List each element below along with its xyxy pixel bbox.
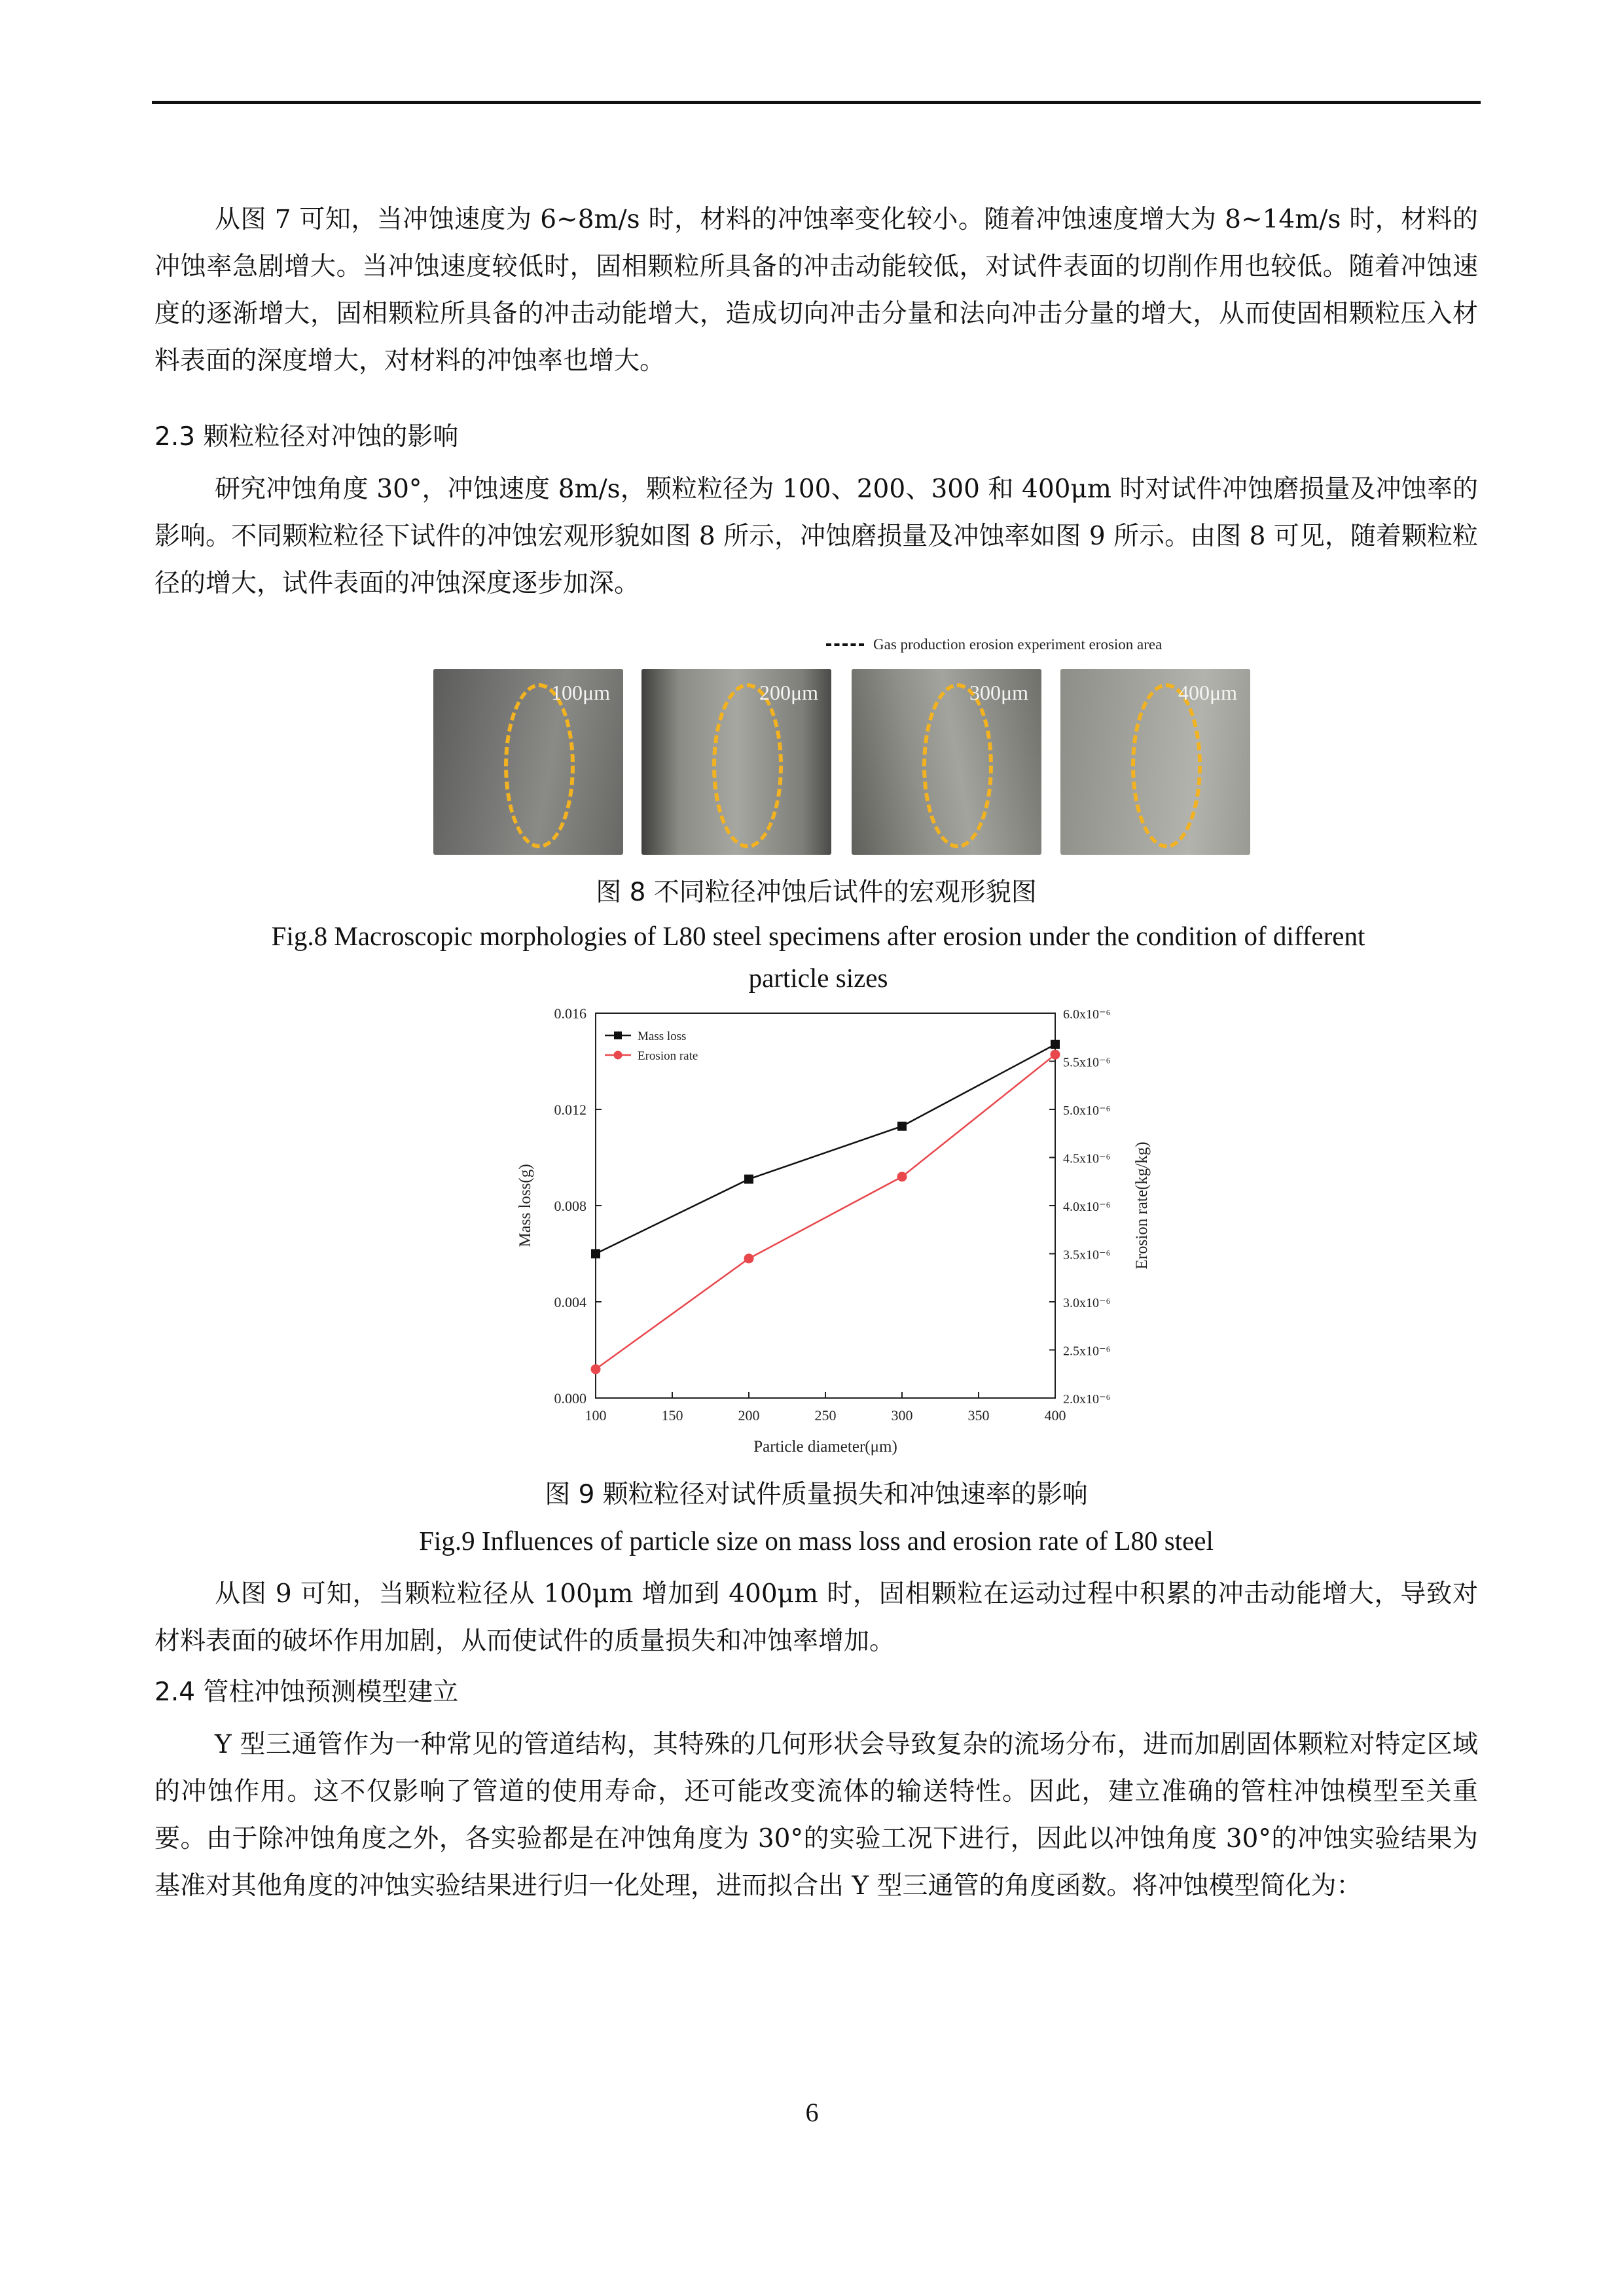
particle-size-label: 400μm xyxy=(1178,681,1237,704)
y-left-axis-label: Mass loss(g) xyxy=(516,1164,534,1247)
paragraph-velocity-effect: 从图 7 可知，当冲蚀速度为 6~8m/s 时，材料的冲蚀率变化较小。随着冲蚀速度增大为 8~14m/s 时，材料的冲蚀率急剧增大。当冲蚀速度较低时，固相颗粒所具备的冲击动能较低，对试件表面的切削作用也较低。随着冲蚀速度的逐渐增大，固相颗粒所具备的冲击动能增大，造成切向冲击分量和法向冲击分量的增大，从而使固相颗粒压入材料表面的深度增大，对材料的冲蚀率也增大。 xyxy=(154,205,1478,376)
paragraph-fig9-discussion: 从图 9 可知，当颗粒粒径从 100μm 增加到 400μm 时，固相颗粒在运动过程中积累的冲击动能增大，导致对材料表面的破坏作用加剧，从而使试件的质量损失和冲蚀率增加。 xyxy=(154,1579,1478,1656)
series-line-1 xyxy=(596,1045,1055,1254)
legend-marker xyxy=(614,1031,622,1039)
data-point-mass-loss xyxy=(897,1122,907,1131)
x-tick-label: 100 xyxy=(585,1407,607,1424)
y-left-tick-label: 0.008 xyxy=(554,1198,586,1214)
data-point-mass-loss xyxy=(591,1249,600,1259)
legend-marker xyxy=(614,1051,623,1060)
legend-label: Mass loss xyxy=(638,1030,687,1043)
y-right-tick-label: 2.0x10⁻⁶ xyxy=(1063,1392,1111,1407)
data-point-erosion-rate xyxy=(897,1172,907,1181)
figure8-caption-en: Fig.8 Macroscopic morphologies of L80 steel specimens after erosion under the condition of different particle sizes xyxy=(271,921,1365,993)
y-right-tick-label: 5.5x10⁻⁶ xyxy=(1063,1055,1111,1070)
data-point-erosion-rate xyxy=(1051,1050,1060,1060)
figure9-chart xyxy=(497,1000,1178,1471)
erosion-area-ellipse xyxy=(922,683,993,848)
section-heading-2-4: 2.4 管柱冲蚀预测模型建立 xyxy=(154,1677,459,1707)
header-rule xyxy=(152,101,1481,104)
y-left-tick-label: 0.000 xyxy=(554,1390,586,1407)
figure9-caption-en: Fig.9 Influences of particle size on mass loss and erosion rate of L80 steel xyxy=(419,1526,1214,1556)
y-left-tick-label: 0.016 xyxy=(554,1005,586,1022)
erosion-area-ellipse xyxy=(712,683,783,848)
page-number: 6 xyxy=(805,2098,819,2127)
y-right-tick-label: 2.5x10⁻⁶ xyxy=(1063,1344,1111,1359)
paragraph-particle-size: 研究冲蚀角度 30°，冲蚀速度 8m/s，颗粒粒径为 100、200、300 和 400μm 时对试件冲蚀磨损量及冲蚀率的影响。不同颗粒粒径下试件的冲蚀宏观形貌如图 8 所示，冲蚀磨损量及冲蚀率如图 9 所示。由图 8 可见，随着颗粒粒径的增大，试件表面的冲蚀深度逐步加深。 xyxy=(154,475,1478,598)
figure8-caption-cn: 图 8 不同粒径冲蚀后试件的宏观形貌图 xyxy=(596,878,1037,907)
data-point-mass-loss xyxy=(744,1175,753,1184)
series-line-2 xyxy=(596,1054,1055,1369)
particle-size-label: 300μm xyxy=(969,681,1028,704)
x-tick-label: 400 xyxy=(1044,1407,1066,1424)
y-right-tick-label: 3.0x10⁻⁶ xyxy=(1063,1296,1111,1310)
plot-frame xyxy=(596,1013,1055,1398)
particle-size-label: 100μm xyxy=(550,681,610,704)
x-tick-label: 200 xyxy=(738,1407,760,1424)
figure8-legend xyxy=(826,636,1162,653)
figure8-legend-label: Gas production erosion experiment erosion area xyxy=(873,636,1163,653)
paragraph-model: Y 型三通管作为一种常见的管道结构，其特殊的几何形状会导致复杂的流场分布，进而加剧固体颗粒对特定区域的冲蚀作用。这不仅影响了管道的使用寿命，还可能改变流体的输送特性。因此，建立准确的管柱冲蚀模型至关重要。由于除冲蚀角度之外，各实验都是在冲蚀角度为 30°的实验工况下进行，因此以冲蚀角度 30°的冲蚀实验结果为基准对其他角度的冲蚀实验结果进行归一化处理，进而拟合出 Y 型三通管的角度函数。将冲蚀模型简化为： xyxy=(154,1730,1478,1901)
data-point-erosion-rate xyxy=(744,1253,754,1263)
figure9-caption-cn: 图 9 颗粒粒径对试件质量损失和冲蚀速率的影响 xyxy=(545,1480,1088,1509)
dashed-line-icon xyxy=(826,643,864,646)
particle-size-label: 200μm xyxy=(759,681,818,704)
section-heading-2-3: 2.3 颗粒粒径对冲蚀的影响 xyxy=(154,422,459,452)
y-right-tick-label: 6.0x10⁻⁶ xyxy=(1063,1007,1111,1022)
data-point-erosion-rate xyxy=(591,1364,601,1374)
x-tick-label: 250 xyxy=(814,1407,837,1424)
specimen-photo-300 xyxy=(852,669,1041,855)
y-left-tick-label: 0.012 xyxy=(554,1102,586,1118)
x-tick-label: 350 xyxy=(967,1407,990,1424)
y-left-tick-label: 0.004 xyxy=(554,1294,586,1310)
y-right-tick-label: 5.0x10⁻⁶ xyxy=(1063,1103,1111,1118)
y-right-tick-label: 4.0x10⁻⁶ xyxy=(1063,1200,1111,1214)
x-tick-label: 300 xyxy=(891,1407,913,1424)
y-right-axis-label: Erosion rate(kg/kg) xyxy=(1133,1141,1151,1270)
erosion-area-ellipse xyxy=(504,683,575,848)
data-point-mass-loss xyxy=(1051,1040,1060,1049)
x-axis-label: Particle diameter(μm) xyxy=(753,1438,897,1456)
x-tick-label: 150 xyxy=(661,1407,683,1424)
specimen-photo-100 xyxy=(433,669,623,855)
specimen-photo-200 xyxy=(641,669,831,855)
y-right-tick-label: 4.5x10⁻⁶ xyxy=(1063,1151,1111,1166)
y-right-tick-label: 3.5x10⁻⁶ xyxy=(1063,1247,1111,1263)
erosion-area-ellipse xyxy=(1131,683,1202,848)
legend-label: Erosion rate xyxy=(638,1049,698,1063)
specimen-photo-400 xyxy=(1060,669,1250,855)
